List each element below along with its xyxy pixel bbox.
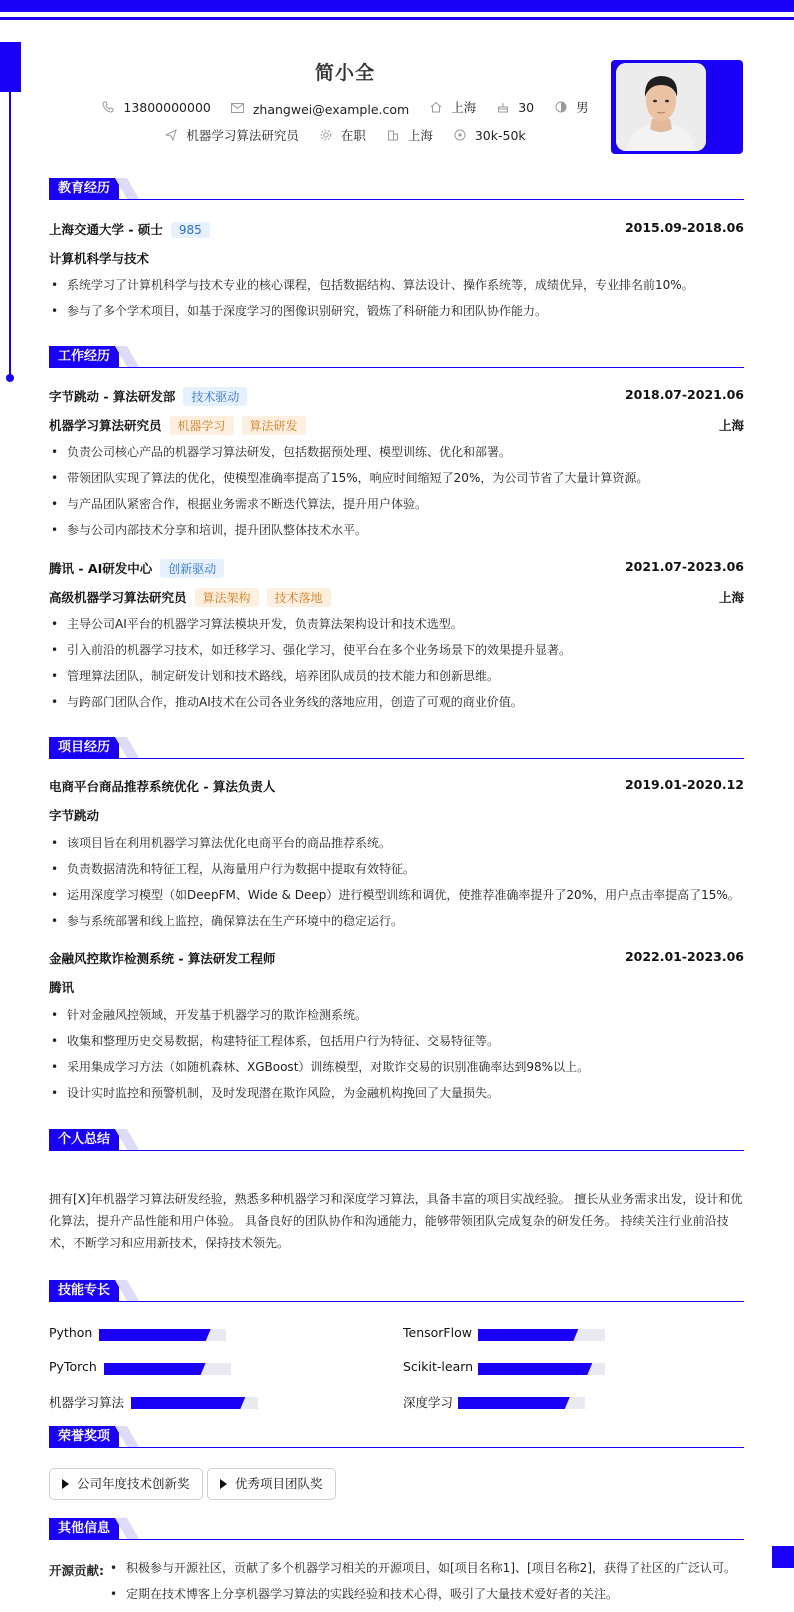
play-icon bbox=[220, 1479, 227, 1489]
education-bullets bbox=[49, 272, 749, 324]
contact-row bbox=[0, 98, 690, 117]
work-badge: 创新驱动 bbox=[160, 559, 224, 578]
section-header-awards bbox=[49, 1426, 744, 1450]
list-item: • 针对金融风控领域，开发基于机器学习的欺诈检测系统。 bbox=[49, 1002, 749, 1028]
role-item bbox=[164, 126, 299, 144]
work-period: 2021.07-2023.06 bbox=[624, 559, 744, 574]
list-item: • 收集和整理历史交易数据，构建特征工程体系，包括用户行为特征、交易特征等。 bbox=[49, 1028, 749, 1054]
skill-item bbox=[403, 1393, 603, 1409]
gender-text: 男 bbox=[576, 100, 589, 115]
project-1-bullets bbox=[49, 1002, 749, 1106]
work-tag: 算法研发 bbox=[242, 416, 306, 435]
list-item: • 该项目旨在利用机器学习算法优化电商平台的商品推荐系统。 bbox=[49, 830, 749, 856]
section-title-summary: 个人总结 bbox=[49, 1129, 119, 1150]
list-item: • 参与了多个学术项目，如基于深度学习的图像识别研究，锻炼了科研能力和团队协作能力。 bbox=[49, 298, 749, 324]
project-org: 腾讯 bbox=[49, 980, 75, 995]
award-label: 优秀项目团队奖 bbox=[235, 1476, 323, 1491]
salary-text: 30k-50k bbox=[474, 127, 526, 143]
skill-bar-fill bbox=[131, 1397, 245, 1409]
building-icon bbox=[386, 129, 400, 141]
status-text: 在职 bbox=[340, 128, 366, 143]
age-text: 30 bbox=[518, 99, 535, 115]
skill-item bbox=[403, 1325, 623, 1341]
list-item: • 积极参与开源社区，贡献了多个机器学习相关的开源项目，如[项目名称1]、[项目名称2]，获得了社区的广泛认可。 bbox=[108, 1555, 758, 1581]
list-item: • 定期在技术博客上分享机器学习算法的实践经验和技术心得，吸引了大量技术爱好者的关注。 bbox=[108, 1581, 758, 1607]
skill-item bbox=[49, 1393, 269, 1409]
list-item: • 与跨部门团队合作，推动AI技术在公司各业务线的落地应用，创造了可观的商业价值。 bbox=[49, 689, 749, 715]
skill-name: 机器学习算法 bbox=[49, 1395, 125, 1410]
skill-bar-track bbox=[99, 1329, 226, 1341]
side-accent-dot bbox=[6, 374, 14, 382]
section-header-projects bbox=[49, 737, 744, 761]
age-item bbox=[496, 100, 534, 115]
money-icon bbox=[453, 129, 467, 141]
list-item: • 运用深度学习模型（如DeepFM、Wide & Deep）进行模型训练和调优，使推荐准确率提升了20%，用户点击率提高了15%。 bbox=[49, 882, 749, 908]
mail-icon bbox=[231, 103, 245, 115]
work-role: 高级机器学习算法研究员 bbox=[49, 590, 187, 605]
skill-item bbox=[49, 1359, 249, 1375]
role-text: 机器学习算法研究员 bbox=[186, 128, 299, 143]
list-item: • 参与系统部署和线上监控，确保算法在生产环境中的稳定运行。 bbox=[49, 908, 749, 934]
work-tag: 机器学习 bbox=[170, 416, 234, 435]
section-rule bbox=[49, 758, 744, 759]
education-major: 计算机科学与技术 bbox=[49, 251, 150, 266]
school-badge: 985 bbox=[171, 222, 210, 238]
corner-accent-block bbox=[772, 1546, 794, 1568]
work-company: 字节跳动 - 算法研发部 bbox=[49, 389, 176, 404]
skill-bar-fill bbox=[458, 1397, 570, 1409]
section-header-other bbox=[49, 1518, 744, 1542]
award-chip bbox=[207, 1468, 336, 1500]
list-item: • 系统学习了计算机科学与技术专业的核心课程，包括数据结构、算法设计、操作系统等，成绩优异，专业排名前10%。 bbox=[49, 272, 749, 298]
top-accent-line bbox=[0, 17, 794, 20]
section-title-projects: 项目经历 bbox=[49, 737, 119, 758]
work-entry-1-bullets bbox=[49, 611, 749, 715]
work-badge: 技术驱动 bbox=[183, 387, 247, 406]
email-item bbox=[231, 102, 409, 117]
skill-name: Python bbox=[49, 1325, 93, 1340]
skill-bar-track bbox=[478, 1329, 605, 1341]
summary-line: 术，不断学习和应用新技术，保持技术领先。 bbox=[49, 1236, 290, 1250]
section-rule bbox=[49, 1301, 744, 1302]
phone-text: 13800000000 bbox=[123, 99, 211, 115]
section-rule bbox=[49, 1150, 744, 1151]
send-icon bbox=[164, 129, 178, 141]
play-icon bbox=[62, 1479, 69, 1489]
section-rule bbox=[49, 199, 744, 200]
top-accent-bar bbox=[0, 0, 794, 12]
section-header-summary bbox=[49, 1129, 744, 1153]
list-item: • 主导公司AI平台的机器学习算法模块开发，负责算法架构设计和技术选型。 bbox=[49, 611, 749, 637]
list-item: • 设计实时监控和预警机制，及时发现潜在欺诈风险，为金融机构挽回了大量损失。 bbox=[49, 1080, 749, 1106]
skill-bar-fill bbox=[478, 1329, 578, 1341]
summary-text bbox=[49, 1188, 746, 1254]
project-period: 2022.01-2023.06 bbox=[624, 949, 744, 964]
target-city-text: 上海 bbox=[407, 128, 433, 143]
list-item: • 采用集成学习方法（如随机森林、XGBoost）训练模型，对欺诈交易的识别准确率达到98%以上。 bbox=[49, 1054, 749, 1080]
award-label: 公司年度技术创新奖 bbox=[77, 1476, 190, 1491]
list-item: • 参与公司内部技术分享和培训，提升团队整体技术水平。 bbox=[49, 517, 749, 543]
work-tag: 算法架构 bbox=[195, 588, 259, 607]
list-item: • 带领团队实现了算法的优化，使模型准确率提高了15%，响应时间缩短了20%，为公司节省了大量计算资源。 bbox=[49, 465, 749, 491]
project-period: 2019.01-2020.12 bbox=[624, 777, 744, 792]
section-title-other: 其他信息 bbox=[49, 1518, 119, 1539]
job-intent-row bbox=[0, 126, 690, 144]
list-item: • 管理算法团队，制定研发计划和技术路线，培养团队成员的技术能力和创新思维。 bbox=[49, 663, 749, 689]
section-rule bbox=[49, 1447, 744, 1448]
project-0-bullets bbox=[49, 830, 749, 934]
skill-item bbox=[403, 1359, 623, 1375]
project-title: 电商平台商品推荐系统优化 - 算法负责人 bbox=[49, 779, 276, 794]
skill-bar-fill bbox=[104, 1363, 206, 1375]
gender-item bbox=[554, 98, 589, 116]
other-label: 开源贡献: bbox=[49, 1563, 104, 1578]
skill-bar-fill bbox=[99, 1329, 211, 1341]
section-rule bbox=[49, 1539, 744, 1540]
other-bullets bbox=[108, 1555, 758, 1607]
profile-photo bbox=[616, 63, 706, 151]
email-text: zhangwei@example.com bbox=[252, 101, 410, 117]
section-title-education: 教育经历 bbox=[49, 178, 119, 199]
list-item: • 负责公司核心产品的机器学习算法研发，包括数据预处理、模型训练、优化和部署。 bbox=[49, 439, 749, 465]
home-icon bbox=[429, 101, 443, 113]
work-period: 2018.07-2021.06 bbox=[624, 387, 744, 402]
skill-bar-track bbox=[104, 1363, 231, 1375]
summary-line: 拥有[X]年机器学习算法研发经验，熟悉多种机器学习和深度学习算法，具备丰富的项目实战经验。 擅长从业务需求出发，设计和优 bbox=[49, 1192, 743, 1206]
phone-item bbox=[101, 100, 210, 115]
work-role: 机器学习算法研究员 bbox=[49, 418, 162, 433]
section-header-work bbox=[49, 346, 744, 370]
work-entry-0-bullets bbox=[49, 439, 749, 543]
section-title-skills: 技能专长 bbox=[49, 1280, 119, 1301]
gender-icon bbox=[554, 101, 568, 113]
skill-bar-track bbox=[478, 1363, 605, 1375]
list-item: • 负责数据清洗和特征工程，从海量用户行为数据中提取有效特征。 bbox=[49, 856, 749, 882]
work-location: 上海 bbox=[718, 590, 744, 605]
skill-name: 深度学习 bbox=[403, 1395, 454, 1410]
skill-item bbox=[49, 1325, 249, 1341]
gear-icon bbox=[319, 129, 333, 141]
skill-name: Scikit-learn bbox=[403, 1359, 474, 1374]
list-item: • 引入前沿的机器学习技术，如迁移学习、强化学习，使平台在多个业务场景下的效果提升显著。 bbox=[49, 637, 749, 663]
skill-bar-fill bbox=[478, 1363, 592, 1375]
status-item bbox=[319, 126, 366, 144]
salary-item bbox=[453, 128, 526, 143]
award-chip bbox=[49, 1468, 203, 1500]
skill-bar-track bbox=[458, 1397, 585, 1409]
city-item bbox=[429, 98, 476, 116]
work-tag: 技术落地 bbox=[267, 588, 331, 607]
target-city-item bbox=[386, 126, 433, 144]
skill-name: TensorFlow bbox=[403, 1325, 472, 1340]
skill-name: PyTorch bbox=[49, 1359, 97, 1374]
work-location: 上海 bbox=[718, 418, 744, 433]
project-title: 金融风控欺诈检测系统 - 算法研发工程师 bbox=[49, 951, 276, 966]
section-header-skills bbox=[49, 1280, 744, 1304]
skill-bar-track bbox=[131, 1397, 258, 1409]
section-header-education bbox=[49, 178, 744, 202]
section-title-work: 工作经历 bbox=[49, 346, 119, 367]
section-rule bbox=[49, 367, 744, 368]
school-name: 上海交通大学 - 硕士 bbox=[49, 222, 163, 237]
cake-icon bbox=[496, 101, 510, 113]
section-title-awards: 荣誉奖项 bbox=[49, 1426, 119, 1447]
summary-line: 化算法，提升产品性能和用户体验。 具备良好的团队协作和沟通能力，能够带领团队完成复杂的研发任务。 持续关注行业前沿技 bbox=[49, 1214, 729, 1228]
candidate-name: 简小全 bbox=[314, 62, 375, 84]
education-period: 2015.09-2018.06 bbox=[624, 220, 744, 235]
city-text: 上海 bbox=[451, 100, 477, 115]
phone-icon bbox=[101, 101, 115, 113]
work-company: 腾讯 - AI研发中心 bbox=[49, 561, 153, 576]
project-org: 字节跳动 bbox=[49, 808, 100, 823]
list-item: • 与产品团队紧密合作，根据业务需求不断迭代算法，提升用户体验。 bbox=[49, 491, 749, 517]
